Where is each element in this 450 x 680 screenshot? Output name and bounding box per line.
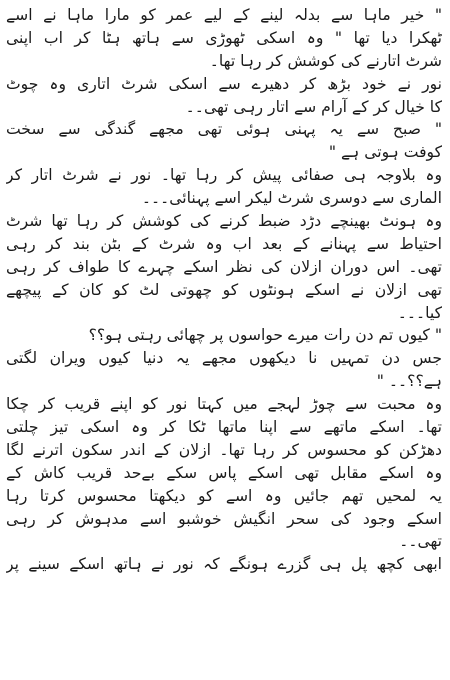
text-line-23: اسکے وجود کی سحر انگیش خوشبو اسے مدہوش کر رہی bbox=[6, 509, 442, 528]
text-line-20: دھڑکن کو محسوس کر رہا تھا۔ ازلان کے اندر سکون اترنے لگا bbox=[6, 440, 442, 459]
text-line-2: ٹھکرا دیا تھا " وہ اسکی ٹھوڑی سے ہاتھ ہٹا کر اب اپنی bbox=[6, 28, 442, 47]
text-line-12: تھی۔ اس دوران ازلان کی نظر اسکے چہرے کا طواف کر رہی bbox=[6, 257, 442, 276]
text-line-5: کا خیال کر کے آرام سے اتار رہی تھی۔۔ bbox=[185, 97, 442, 116]
text-line-6: " صبح سے یہ پہنی ہوئی تھی مجھے گندگی سے سخت bbox=[6, 120, 442, 139]
text-line-15: " کیوں تم دن رات میرے حواسوں پر چھائی رہتی ہو؟؟ bbox=[88, 326, 442, 345]
text-line-8: وہ بلاوجہ ہی صفائی پیش کر رہا تھا۔ نور نے شرٹ اتار کر bbox=[6, 166, 442, 185]
text-line-17: ہے؟؟۔۔ " bbox=[376, 372, 442, 391]
text-line-9: الماری سے دوسری شرٹ لیکر اسے پہنائی۔۔۔ bbox=[141, 189, 442, 208]
text-line-11: احتیاط سے پہنانے کے بعد اب وہ شرٹ کے بٹن بند کر رہی bbox=[6, 234, 442, 253]
text-line-19: تھا۔ اسکے ماتھے سے اپنا ماتھا ٹکا کر وہ اسکی تیز چلتی bbox=[6, 418, 442, 437]
novel-page bbox=[6, 4, 442, 676]
text-line-7: کوفت ہوتی ہے " bbox=[328, 143, 442, 162]
text-line-24: تھی۔۔ bbox=[399, 532, 442, 551]
text-line-4: نور نے خود بڑھ کر دھیرے سے اسکی شرٹ اتاری وہ چوٹ bbox=[6, 74, 442, 93]
text-line-18: وہ محبت سے چوڑ لہجے میں کہتا نور کو اپنے قریب کر چکا bbox=[6, 395, 442, 414]
text-line-1: " خیر ماہا سے بدلہ لینے کے لیے عمر کو مارا ماہا نے اسے bbox=[6, 6, 442, 24]
text-line-13: تھی ازلان نے اسکے ہونٹوں کو چھوتی لٹ کو کان کے پیچھے bbox=[6, 280, 442, 299]
text-line-21: وہ اسکے مقابل تھی اسکے پاس سکے بےحد قریب کاش کے bbox=[6, 463, 442, 482]
text-line-22: یہ لمحیں تھم جائیں وہ اسے کو دیکھتا محسوس کرتا رہا bbox=[6, 486, 442, 505]
text-line-14: کیا۔۔۔ bbox=[397, 303, 442, 322]
text-line-10: وہ ہونٹ بھینچے دڑد ضبط کرنے کی کوشش کر رہا تھا شرٹ bbox=[6, 212, 442, 231]
text-line-25: ابھی کچھ پل ہی گزرے ہونگے کہ نور نے ہاتھ اسکے سینے پر bbox=[6, 555, 442, 574]
text-line-3: شرٹ اتارنے کی کوشش کر رہا تھا۔ bbox=[209, 51, 442, 70]
text-line-16: جس دن تمہیں نا دیکھوں مجھے یہ دنیا کیوں ویران لگتی bbox=[6, 349, 442, 368]
